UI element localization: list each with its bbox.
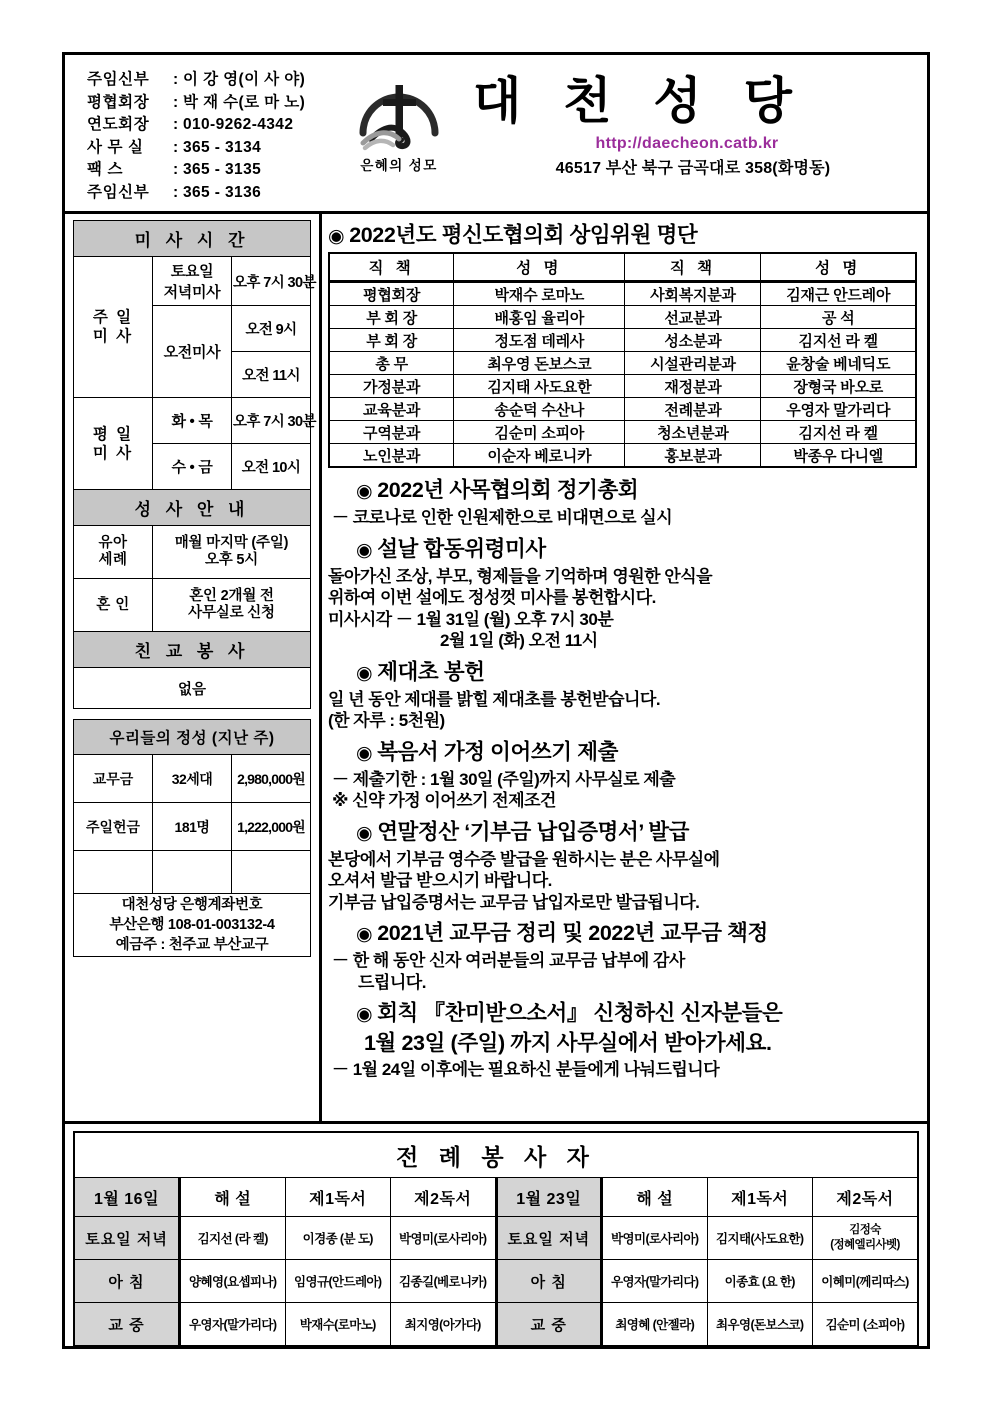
servers-header-cell: 제1독서 bbox=[285, 1178, 391, 1217]
servers-time-label: 교 중 bbox=[74, 1303, 180, 1347]
morning-mass-time-2: 오전 11시 bbox=[232, 352, 311, 398]
notice-line: ※ 신약 가정 이어쓰기 전제조건 bbox=[332, 791, 556, 810]
committee-cell: 교육분과 bbox=[329, 398, 454, 421]
contact-row bbox=[87, 69, 333, 92]
committee-table bbox=[328, 252, 917, 468]
contact-colon: : bbox=[173, 116, 178, 133]
servers-time-label: 아 침 bbox=[74, 1260, 180, 1303]
notice-heading-text: 2021년 교무금 정리 및 2022년 교무금 책정 bbox=[377, 921, 768, 945]
committee-cell: 이순자 베로니카 bbox=[454, 444, 625, 468]
notice-heading bbox=[328, 819, 917, 847]
contact-row bbox=[87, 137, 333, 160]
bullet-icon: ◉ bbox=[356, 924, 373, 945]
bullet-icon: ◉ bbox=[356, 742, 373, 764]
notice-heading bbox=[328, 477, 917, 505]
bullet-icon: ◉ bbox=[356, 539, 373, 561]
bulletin-header bbox=[65, 55, 927, 214]
contact-label: 주임신부 bbox=[87, 183, 150, 201]
committee-cell: 김지선 라 켈 bbox=[761, 329, 916, 352]
committee-cell: 장형국 바오로 bbox=[761, 375, 916, 398]
marriage-text: 혼인 2개월 전 사무실로 신청 bbox=[153, 579, 311, 632]
contact-row bbox=[87, 92, 333, 115]
table-row bbox=[74, 1303, 918, 1347]
notice-heading bbox=[328, 1000, 917, 1028]
notice-line: 위하여 이번 설에도 정성껏 미사를 봉헌합시다. bbox=[328, 588, 656, 607]
offering-label-empty bbox=[74, 851, 153, 894]
sunday-mass-label: 주 일 미 사 bbox=[74, 257, 153, 398]
committee-cell: 김지태 사도요한 bbox=[454, 375, 625, 398]
contact-value: 박 재 수(로 마 노) bbox=[183, 93, 306, 111]
emblem-caption: 은혜의 성모 bbox=[360, 158, 438, 173]
weekday-tue-thu-label: 화 • 목 bbox=[153, 398, 232, 444]
servers-cell: 최지영(아가다) bbox=[391, 1303, 497, 1347]
contact-value: 010-9262-4342 bbox=[183, 116, 294, 133]
notice-heading bbox=[328, 659, 917, 687]
committee-cell: 가정분과 bbox=[329, 375, 454, 398]
offering-count: 32세대 bbox=[153, 755, 232, 803]
committee-header-cell: 성 명 bbox=[454, 253, 625, 282]
offering-amount: 2,980,000원 bbox=[232, 755, 311, 803]
committee-cell: 윤창술 베네딕도 bbox=[761, 352, 916, 375]
notice-line: 본당에서 기부금 영수증 발급을 원하시는 분은 사무실에 bbox=[328, 849, 720, 869]
contact-block bbox=[65, 55, 333, 211]
notice-block bbox=[328, 477, 917, 529]
table-row bbox=[329, 398, 916, 421]
offering-table bbox=[73, 719, 311, 957]
contact-colon: : bbox=[173, 138, 178, 156]
notice-block bbox=[328, 659, 917, 732]
committee-title bbox=[328, 222, 917, 250]
table-row bbox=[329, 306, 916, 329]
servers-cell: 우영자(말가리다) bbox=[180, 1303, 286, 1347]
offering-label: 교무금 bbox=[74, 755, 153, 803]
bullet-icon: ◉ bbox=[356, 822, 373, 844]
committee-cell: 시설관리분과 bbox=[625, 352, 761, 375]
contact-value: 365 - 3136 bbox=[183, 183, 262, 201]
notice-block bbox=[328, 739, 917, 812]
main-content bbox=[322, 214, 927, 1121]
morning-mass-time-1: 오전 9시 bbox=[232, 306, 311, 352]
morning-mass-label: 오전미사 bbox=[153, 306, 232, 398]
servers-time-label: 토요일 저녁 bbox=[496, 1217, 602, 1260]
committee-cell: 우영자 말가리다 bbox=[761, 398, 916, 421]
notice-line: － 제출기한 : 1월 30일 (주일)까지 사무실로 제출 bbox=[332, 769, 676, 789]
contact-value: 365 - 3134 bbox=[183, 138, 262, 156]
committee-cell: 재정분과 bbox=[625, 375, 761, 398]
table-row bbox=[74, 1217, 918, 1260]
church-name: 대 천 성 당 bbox=[473, 73, 806, 129]
committee-title-text: 2022년도 평신도협의회 상임위원 명단 bbox=[349, 223, 698, 247]
church-website-url[interactable]: http://daecheon.catb.kr bbox=[595, 135, 779, 152]
church-address: 46517 부산 북구 금곡대로 358(화명동) bbox=[555, 160, 831, 177]
committee-cell: 공 석 bbox=[761, 306, 916, 329]
servers-cell: 우영자(말가리다) bbox=[602, 1260, 708, 1303]
committee-header-cell: 성 명 bbox=[761, 253, 916, 282]
contact-colon: : bbox=[173, 93, 178, 111]
table-row bbox=[329, 352, 916, 375]
servers-cell: 임영규(안드레아) bbox=[285, 1260, 391, 1303]
notice-heading-text: 제대초 봉헌 bbox=[377, 659, 485, 684]
contact-value: 365 - 3135 bbox=[183, 161, 262, 178]
bullet-icon: ◉ bbox=[356, 662, 373, 684]
servers-cell: 박재수(로마노) bbox=[285, 1303, 391, 1347]
committee-cell: 선교분과 bbox=[625, 306, 761, 329]
committee-cell: 전례분과 bbox=[625, 398, 761, 421]
committee-cell: 김순미 소피아 bbox=[454, 421, 625, 444]
notice-heading-text: 연말정산 ‘기부금 납입증명서’ 발급 bbox=[377, 819, 690, 844]
contact-colon: : bbox=[173, 71, 178, 88]
weekday-tue-thu-time: 오후 7시 30분 bbox=[232, 398, 311, 444]
servers-date-b: 1월 23일 bbox=[496, 1178, 602, 1217]
table-row bbox=[329, 421, 916, 444]
contact-row bbox=[87, 159, 333, 182]
notice-heading bbox=[328, 536, 917, 564]
servers-header-cell: 제1독서 bbox=[707, 1178, 813, 1217]
brand-block bbox=[333, 55, 927, 211]
saturday-evening-label: 토요일 저녁미사 bbox=[153, 257, 232, 306]
servers-time-label: 토요일 저녁 bbox=[74, 1217, 180, 1260]
saturday-evening-time: 오후 7시 30분 bbox=[232, 257, 311, 306]
sacrament-heading: 성 사 안 내 bbox=[74, 490, 311, 526]
weekday-mass-label: 평 일 미 사 bbox=[74, 398, 153, 490]
notice-heading bbox=[328, 920, 917, 948]
committee-cell: 노인분과 bbox=[329, 444, 454, 468]
committee-cell: 사회복지분과 bbox=[625, 282, 761, 306]
contact-label: 팩 스 bbox=[87, 161, 124, 178]
committee-header-cell: 직 책 bbox=[329, 253, 454, 282]
committee-cell: 박재수 로마노 bbox=[454, 282, 625, 306]
servers-cell: 이종효 (요 한) bbox=[707, 1260, 813, 1303]
notice-block bbox=[328, 819, 917, 914]
servers-date-a: 1월 16일 bbox=[74, 1178, 180, 1217]
committee-cell: 구역분과 bbox=[329, 421, 454, 444]
servers-section bbox=[65, 1124, 927, 1347]
contact-row bbox=[87, 182, 333, 205]
servers-cell: 이혜미(께리따스) bbox=[813, 1260, 919, 1303]
committee-header-cell: 직 책 bbox=[625, 253, 761, 282]
notice-block bbox=[328, 920, 917, 993]
committee-cell: 배홍임 율리아 bbox=[454, 306, 625, 329]
servers-cell: 김지태(사도요한) bbox=[707, 1217, 813, 1260]
baptism-text: 매월 마지막 (주일) 오후 5시 bbox=[153, 526, 311, 579]
committee-cell: 김지선 라 켈 bbox=[761, 421, 916, 444]
notice-line: 드립니다. bbox=[358, 972, 426, 992]
committee-cell: 총 무 bbox=[329, 352, 454, 375]
bank-account-info: 대천성당 은행계좌번호 부산은행 108-01-003132-4 예금주 : 천주교 부산교구 bbox=[74, 894, 311, 957]
notice-block bbox=[328, 1000, 917, 1081]
contact-colon: : bbox=[173, 161, 178, 178]
servers-header-cell: 해 설 bbox=[180, 1178, 286, 1217]
notice-heading-text: 회칙 『찬미받으소서』 신청하신 신자분들은 bbox=[377, 1001, 783, 1025]
weekday-wed-fri-time: 오전 10시 bbox=[232, 444, 311, 490]
notice-line: － 1월 24일 이후에는 필요하신 분들에게 나눠드립니다 bbox=[332, 1060, 720, 1079]
table-row bbox=[74, 1260, 918, 1303]
servers-cell: 김종길(베로니카) bbox=[391, 1260, 497, 1303]
servers-cell: 최영혜 (안젤라) bbox=[602, 1303, 708, 1347]
servers-cell: 이경종 (분 도) bbox=[285, 1217, 391, 1260]
servers-title: 전 례 봉 사 자 bbox=[74, 1132, 918, 1178]
bulletin-body bbox=[65, 214, 927, 1124]
notice-heading-text: 설날 합동위령미사 bbox=[377, 536, 546, 561]
contact-label: 평협회장 bbox=[87, 93, 150, 111]
bulletin-page bbox=[62, 52, 930, 1349]
offering-amount-empty bbox=[232, 851, 311, 894]
servers-header-cell: 제2독서 bbox=[813, 1178, 919, 1217]
notice-block bbox=[328, 536, 917, 652]
offering-label: 주일헌금 bbox=[74, 803, 153, 851]
contact-label: 연도회장 bbox=[87, 116, 150, 133]
notice-heading-second-line: 1월 23일 (주일) 까지 사무실에서 받아가세요. bbox=[364, 1031, 772, 1055]
notice-line: 오셔서 발급 받으시기 바랍니다. bbox=[328, 871, 552, 890]
servers-cell: 김정숙 (정혜엘리사벳) bbox=[813, 1217, 919, 1260]
notice-line: (한 자루 : 5천원) bbox=[328, 711, 445, 730]
offering-amount: 1,222,000원 bbox=[232, 803, 311, 851]
servers-time-label: 교 중 bbox=[496, 1303, 602, 1347]
notice-heading-text: 복음서 가정 이어쓰기 제출 bbox=[377, 739, 618, 764]
offering-heading: 우리들의 정성 (지난 주) bbox=[74, 720, 311, 755]
cross-and-waves-icon bbox=[351, 67, 447, 153]
servers-header-cell: 해 설 bbox=[602, 1178, 708, 1217]
committee-cell: 김재근 안드레아 bbox=[761, 282, 916, 306]
notice-line: 일 년 동안 제대를 밝힐 제대초를 봉헌받습니다. bbox=[328, 689, 661, 709]
bullet-icon: ◉ bbox=[356, 481, 373, 502]
committee-header-row bbox=[329, 253, 916, 282]
fellowship-text: 없음 bbox=[74, 668, 311, 709]
marriage-label: 혼 인 bbox=[74, 579, 153, 632]
table-row bbox=[329, 444, 916, 468]
liturgical-servers-table bbox=[73, 1131, 919, 1347]
servers-cell: 양혜영(요셉피나) bbox=[180, 1260, 286, 1303]
mass-schedule-table bbox=[73, 220, 316, 709]
table-row bbox=[329, 375, 916, 398]
baptism-label: 유아 세례 bbox=[74, 526, 153, 579]
committee-cell: 홍보분과 bbox=[625, 444, 761, 468]
notice-line: － 코로나로 인한 인원제한으로 비대면으로 실시 bbox=[332, 508, 673, 527]
notice-line: 미사시각 － 1월 31일 (월) 오후 7시 30분 bbox=[328, 609, 614, 629]
committee-cell: 청소년분과 bbox=[625, 421, 761, 444]
offering-count-empty bbox=[153, 851, 232, 894]
church-emblem bbox=[333, 63, 465, 174]
committee-cell: 정도점 데레사 bbox=[454, 329, 625, 352]
servers-cell: 최우영(돈보스코) bbox=[707, 1303, 813, 1347]
notice-line: － 한 해 동안 신자 여러분들의 교무금 납부에 감사 bbox=[332, 951, 685, 970]
servers-cell: 박영미(로사리아) bbox=[602, 1217, 708, 1260]
contact-colon: : bbox=[173, 183, 178, 201]
committee-cell: 평협회장 bbox=[329, 282, 454, 306]
table-row bbox=[329, 282, 916, 306]
servers-header-cell: 제2독서 bbox=[391, 1178, 497, 1217]
committee-cell: 성소분과 bbox=[625, 329, 761, 352]
bullet-icon: ◉ bbox=[328, 226, 345, 247]
sidebar-spacer bbox=[73, 709, 311, 719]
committee-cell: 최우영 돈보스코 bbox=[454, 352, 625, 375]
notice-line: 기부금 납입증명서는 교무금 납입자로만 발급됩니다. bbox=[328, 892, 700, 912]
servers-cell: 김지선 (라 켈) bbox=[180, 1217, 286, 1260]
committee-cell: 송순덕 수산나 bbox=[454, 398, 625, 421]
notice-heading-text: 2022년 사목협의회 정기총회 bbox=[377, 478, 639, 502]
table-row bbox=[329, 329, 916, 352]
servers-header-row bbox=[74, 1178, 918, 1217]
notice-heading bbox=[328, 739, 917, 767]
committee-cell: 부 회 장 bbox=[329, 329, 454, 352]
weekday-wed-fri-label: 수 • 금 bbox=[153, 444, 232, 490]
sidebar bbox=[65, 214, 322, 1121]
offering-count: 181명 bbox=[153, 803, 232, 851]
committee-cell: 부 회 장 bbox=[329, 306, 454, 329]
servers-cell: 박영미(로사리아) bbox=[391, 1217, 497, 1260]
contact-label: 주임신부 bbox=[87, 71, 150, 88]
contact-label: 사 무 실 bbox=[87, 138, 144, 156]
notice-line: 2월 1일 (화) 오전 11시 bbox=[440, 631, 598, 650]
mass-schedule-heading: 미 사 시 간 bbox=[74, 221, 311, 257]
servers-cell: 김순미 (소피아) bbox=[813, 1303, 919, 1347]
notice-line: 돌아가신 조상, 부모, 형제들을 기억하며 영원한 안식을 bbox=[328, 566, 713, 586]
title-block bbox=[465, 63, 927, 178]
bullet-icon: ◉ bbox=[356, 1004, 373, 1025]
contact-row bbox=[87, 114, 333, 137]
committee-cell: 박종우 다니엘 bbox=[761, 444, 916, 468]
servers-time-label: 아 침 bbox=[496, 1260, 602, 1303]
contact-value: 이 강 영(이 사 야) bbox=[183, 71, 306, 88]
fellowship-heading: 친 교 봉 사 bbox=[74, 632, 311, 668]
servers-title-row bbox=[74, 1132, 918, 1178]
